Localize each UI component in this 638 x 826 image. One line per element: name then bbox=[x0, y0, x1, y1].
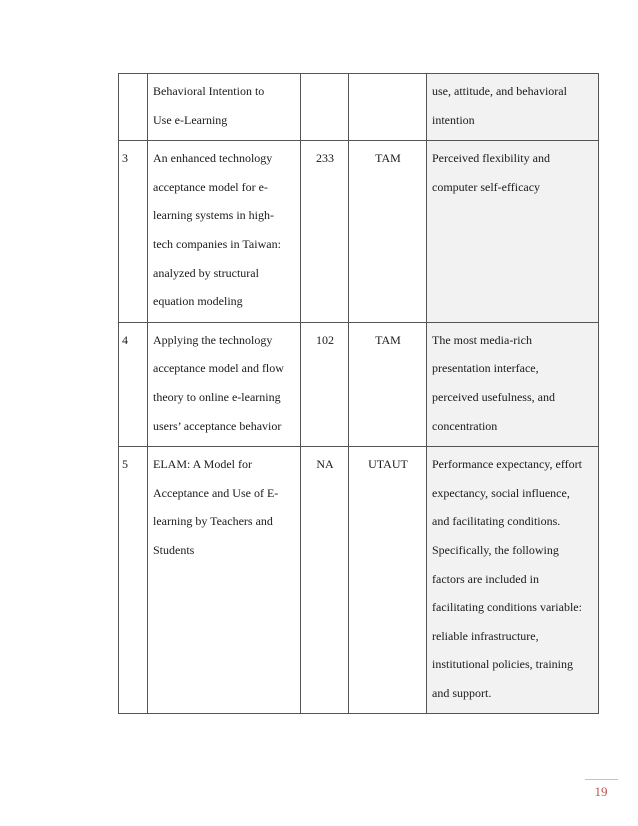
study-title-line: Use e-Learning bbox=[153, 112, 228, 127]
study-title-line: Applying the technology bbox=[153, 332, 273, 347]
factors-line: factors are included in bbox=[432, 571, 539, 586]
study-title-line: Students bbox=[153, 542, 195, 557]
study-title-cell bbox=[148, 447, 301, 714]
table-row bbox=[119, 322, 599, 446]
study-title-line: Behavioral Intention to bbox=[153, 84, 265, 98]
row-number: 3 bbox=[122, 151, 128, 166]
sample-size-cell bbox=[301, 322, 349, 446]
row-number: 5 bbox=[122, 457, 128, 472]
factors-cell bbox=[427, 141, 599, 323]
study-title-line: users’ acceptance behavior bbox=[153, 418, 282, 433]
factors-line: institutional policies, training bbox=[432, 657, 573, 672]
factors-line: facilitating conditions variable: bbox=[432, 600, 582, 615]
table-row bbox=[119, 141, 599, 323]
row-number-cell bbox=[119, 447, 148, 714]
row-number-cell bbox=[119, 74, 148, 141]
study-title-line: Acceptance and Use of E- bbox=[153, 485, 279, 500]
table-row bbox=[119, 74, 599, 141]
row-number-cell bbox=[119, 141, 148, 323]
factors-line: and facilitating conditions. bbox=[432, 514, 561, 529]
factors-line: perceived usefulness, and bbox=[432, 389, 555, 404]
row-number-cell bbox=[119, 322, 148, 446]
footer-divider bbox=[585, 779, 618, 780]
model-cell bbox=[349, 141, 427, 323]
factors-line: Performance expectancy, effort bbox=[432, 457, 582, 472]
factors-line: expectancy, social influence, bbox=[432, 485, 570, 500]
factors-cell bbox=[427, 447, 599, 714]
factors-line: Specifically, the following bbox=[432, 542, 559, 557]
study-title-cell bbox=[148, 74, 301, 141]
factors-line: reliable infrastructure, bbox=[432, 628, 539, 643]
model: TAM bbox=[375, 151, 401, 166]
study-title-cell bbox=[148, 141, 301, 323]
study-title-line: equation modeling bbox=[153, 294, 243, 309]
factors-line: intention bbox=[432, 112, 475, 127]
sample-size: 102 bbox=[316, 332, 334, 347]
page-number: 19 bbox=[594, 784, 608, 799]
model: TAM bbox=[375, 332, 401, 347]
sample-size: NA bbox=[316, 457, 334, 472]
factors-line: Perceived flexibility and bbox=[432, 151, 550, 166]
model-cell bbox=[349, 447, 427, 714]
literature-review-table bbox=[118, 73, 599, 714]
factors-line: use, attitude, and behavioral bbox=[432, 84, 567, 98]
study-title-line: An enhanced technology bbox=[153, 151, 273, 166]
factors-line: computer self-efficacy bbox=[432, 179, 541, 194]
study-title-line: learning by Teachers and bbox=[153, 514, 273, 529]
study-title-line: ELAM: A Model for bbox=[153, 457, 252, 472]
study-title-line: acceptance model and flow bbox=[153, 361, 284, 376]
study-title-line: learning systems in high- bbox=[153, 208, 274, 223]
factors-line: The most media-rich bbox=[432, 332, 532, 347]
sample-size-cell bbox=[301, 141, 349, 323]
factors-cell bbox=[427, 322, 599, 446]
sample-size-cell bbox=[301, 74, 349, 141]
model: UTAUT bbox=[368, 457, 408, 472]
sample-size-cell bbox=[301, 447, 349, 714]
study-title-line: tech companies in Taiwan: bbox=[153, 236, 281, 251]
sample-size: 233 bbox=[316, 151, 334, 166]
study-title-cell bbox=[148, 322, 301, 446]
factors-cell bbox=[427, 74, 599, 141]
study-title-line: analyzed by structural bbox=[153, 265, 259, 280]
factors-line: and support. bbox=[432, 685, 492, 700]
row-number: 4 bbox=[122, 332, 128, 347]
table-row bbox=[119, 447, 599, 714]
study-title-line: acceptance model for e- bbox=[153, 179, 268, 194]
model-cell bbox=[349, 74, 427, 141]
study-title-line: theory to online e-learning bbox=[153, 389, 281, 404]
factors-line: presentation interface, bbox=[432, 361, 539, 376]
factors-line: concentration bbox=[432, 418, 498, 433]
model-cell bbox=[349, 322, 427, 446]
